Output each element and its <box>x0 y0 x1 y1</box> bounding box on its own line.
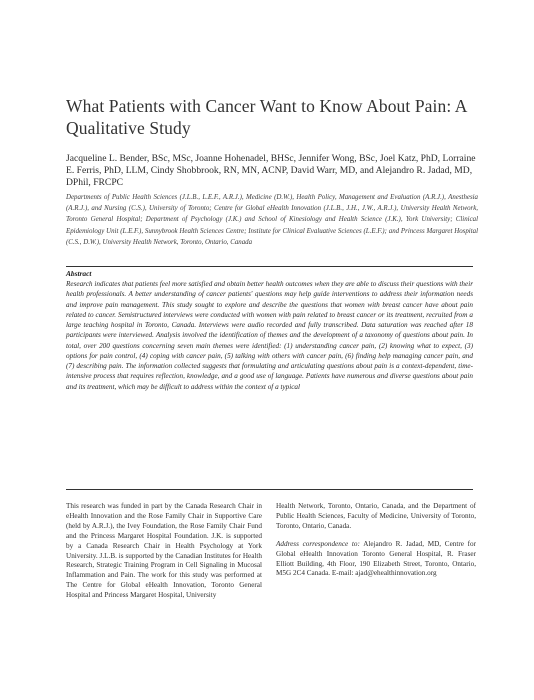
author-affiliations: Departments of Public Health Sciences (J.L.B., L.E.F., A.R.J.), Medicine (D.W.), Health Policy, Management and Evaluation (A.R.J.), Anesthesia (A.R.J.), and Nursing (C.S.), University of Toronto; Centre for Global eHealth Innovation (J.L.B., J.H., J.W., A.R.J.), University Health Network, Toronto General Hospital; Department of Psychology (J.K.) and School of Kinesiology and Health Science (J.K.), York University; Clinical Epidemiology Unit (L.E.F.), Sunnybrook Health Sciences Centre; Institute for Clinical Evaluative Sciences (L.E.F.); and Princess Margaret Hospital (C.S., D.W.), University Health Network, Toronto, Ontario, Canada <box>66 194 478 246</box>
abstract-heading: Abstract <box>66 269 92 278</box>
funding-footnote <box>66 502 262 601</box>
article-title: What Patients with Cancer Want to Know About Pain: A Qualitative Study <box>66 96 467 138</box>
institution-footnote <box>276 502 476 579</box>
abstract-box <box>66 266 473 490</box>
correspondence-text: Alejandro R. Jadad, MD, Centre for Global eHealth Innovation Toronto General Hospital, R. Fraser Elliott Building, 4th Floor, 190 Elizabeth Street, Toronto, Ontario, M5G 2C4 Canada. E-mail: ajad@ehealthinnovation.org <box>276 539 477 578</box>
correspondence-label: Address correspondence to: <box>276 539 360 548</box>
abstract-text: Research indicates that patients feel more satisfied and obtain better health outcomes when they are able to discuss their questions with their health professionals. A better understanding of cancer patients' questions may help guide interventions to address their information needs and improve pain management. This study sought to explore and describe the questions that women with breast cancer have about pain related to cancer. Semistructured interviews were conducted with women with pain related to breast cancer or its treatment, recruited from a large teaching hospital in Toronto, Canada. Interviews were audio recorded and fully transcribed. Data saturation was reached after 18 participants were interviewed. Analysis involved the identification of themes and the development of a taxonomy of questions about pain. In total, over 200 questions concerning seven main themes were identified: (1) understanding cancer pain, (2) knowing what to expect, (3) options for pain control, (4) coping with cancer pain, (5) talking with others with cancer pain, (6) finding help managing cancer pain, and (7) describing pain. The information collected suggests that formulating and articulating questions about pain is a context-dependent, time-intensive process that requires reflection, knowledge, and a good use of language. Patients have numerous and diverse questions about pain and its treatment, which may be difficult to address within the context of a typical <box>66 280 473 391</box>
author-list: Jacqueline L. Bender, BSc, MSc, Joanne Hohenadel, BHSc, Jennifer Wong, BSc, Joel Katz, PhD, Lorraine E. Ferris, PhD, LLM, Cindy Shobbrook, RN, MN, ACNP, David Warr, MD, and Alejandro R. Jadad, MD, DPhil, FRCPC <box>66 153 476 189</box>
funding-text: This research was funded in part by the Canada Research Chair in eHealth Innovation and the Rose Family Chair in Supportive Care (held by A.R.J.), the Ivey Foundation, the Rose Family Chair Fund and the Princess Margaret Hospital Foundation. J.K. is supported by a Canada Research Chair in Health Psychology at York University. J.L.B. is supported by the Canadian Institutes for Health Research, Strategic Training Program in Cell Signaling in Mucosal Inflammation and Pain. The work for this study was performed at The Centre for Global eHealth Innovation, Toronto General Hospital and Princess Margaret Hospital, University <box>66 502 262 600</box>
institution-text: Health Network, Toronto, Ontario, Canada, and the Department of Public Health Sciences, Faculty of Medicine, University of Toronto, Toronto, Ontario, Canada. <box>276 502 476 530</box>
correspondence-note <box>276 540 476 580</box>
